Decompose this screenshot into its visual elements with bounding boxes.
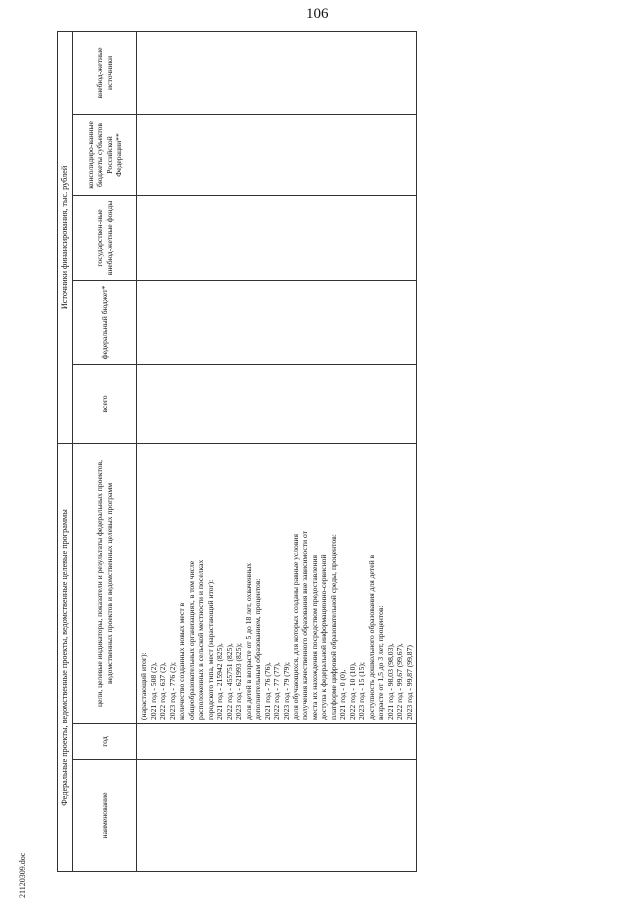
financing-table <box>57 31 417 872</box>
header-total: всего <box>73 364 137 443</box>
indicator-line: 2021 год - 215942 (825), <box>215 643 225 720</box>
indicator-line: дополнительным образованием, процентов: <box>253 578 263 720</box>
indicator-line: 2023 год - 776 (2); <box>167 661 177 720</box>
indicator-line: городского типа, мест (нарастающий итог): <box>205 579 215 720</box>
cell-federal <box>137 280 417 364</box>
indicator-line: 2022 год - 99,67 (99,67), <box>395 643 405 720</box>
cell-indicators <box>137 443 417 723</box>
indicator-line: 2022 год - 455751 (825), <box>224 643 234 720</box>
indicator-line: количество созданных новых мест в <box>177 602 187 720</box>
cell-regional <box>137 114 417 195</box>
header-regional-budgets: консолидиро-ванные бюджеты субъектов Российской Федерации** <box>73 114 137 195</box>
indicator-line: 2023 год - 99,87 (99,87) <box>404 645 414 720</box>
header-gov-funds: государствен-ные внебюд-жетные фонды <box>73 195 137 280</box>
indicator-line: доля детей в возрасте от 5 до 18 лет, охваченных <box>243 562 253 720</box>
indicator-line: 2021 год - 508 (2), <box>148 662 158 720</box>
header-financing-group: Источники финансирования, тыс. рублей <box>58 31 73 443</box>
header-extrabudgetary: внебюд-жетные источники <box>73 31 137 114</box>
indicator-line: 2023 год - 621993 (825); <box>234 642 244 720</box>
header-name: наименование <box>73 760 137 872</box>
indicator-line: возрасте от 1,5 до 3 лет, процентов: <box>376 605 386 720</box>
indicator-line: 2023 год - 15 (15); <box>357 661 367 720</box>
header-federal-budget: федеральный бюджет* <box>73 280 137 364</box>
indicator-line: расположенных в сельской местности и поселках <box>196 559 206 720</box>
financing-table-sheet <box>57 32 414 872</box>
indicator-line: доступа к федеральной информационно-сервисной <box>319 554 329 720</box>
indicator-line: доступность дошкольного образования для детей в <box>366 554 376 720</box>
header-year: год <box>73 724 137 760</box>
cell-total <box>137 364 417 443</box>
cell-extrabudgetary <box>137 31 417 114</box>
indicator-line: места их нахождения посредством предоставления <box>309 554 319 720</box>
indicator-line: 2021 год - 76 (76), <box>262 662 272 720</box>
indicator-line: доля обучающихся, для которых созданы равные условия <box>291 534 300 720</box>
indicator-line: общеобразовательных организациях, в том числе <box>186 560 196 720</box>
indicator-line: 2021 год - 98,03 (98,03), <box>385 643 395 720</box>
header-projects-group: Федеральные проекты, ведомственные проекты, ведомственные целевые программы <box>58 443 73 871</box>
indicator-line: 2023 год - 79 (79); <box>281 661 291 720</box>
document-code: 21120309.doc <box>18 852 27 898</box>
indicator-line: 2022 год - 77 (77), <box>272 662 282 720</box>
indicator-line: (нарастающий итог): <box>139 652 149 720</box>
indicator-line: 2022 год - 10 (10), <box>347 662 357 720</box>
indicator-line: платформе цифровой образовательной среды, процентов: <box>328 534 338 720</box>
header-goals: цели, целевые индикаторы, показатели и результаты федеральных проектов, ведомственных проектов и ведомственных целевых программ <box>73 443 137 723</box>
indicator-line: 2022 год - 637 (2), <box>158 662 168 720</box>
cell-name <box>137 760 417 872</box>
indicator-line: 2021 год - 0 (0), <box>338 669 348 720</box>
page-number: 106 <box>306 6 329 22</box>
cell-year <box>137 724 417 760</box>
indicator-line: получения качественного образования вне зависимости от <box>300 530 310 720</box>
cell-gov-funds <box>137 195 417 280</box>
